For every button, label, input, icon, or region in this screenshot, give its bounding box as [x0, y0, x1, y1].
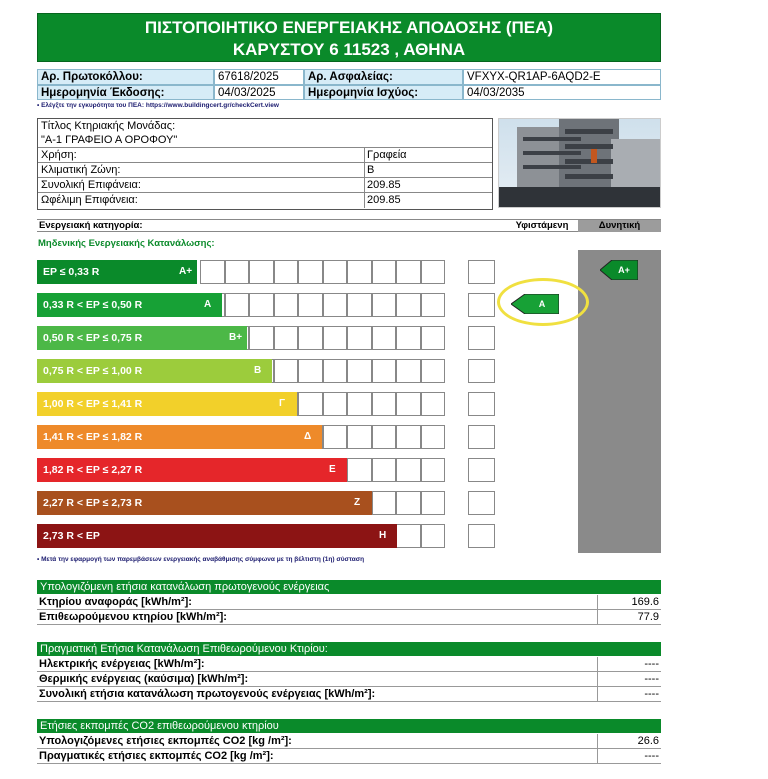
co2-actual-value: ---- — [644, 750, 659, 762]
energy-band-range: 0,33 R < EP ≤ 0,50 R — [43, 299, 143, 311]
band-grid-cell — [249, 326, 274, 350]
co2-actual-row — [37, 749, 661, 764]
band-grid-cell — [372, 293, 397, 317]
band-grid-cell — [347, 260, 372, 284]
band-grid-cell — [200, 260, 225, 284]
unit-title-label: Τίτλος Κτηριακής Μονάδας: — [41, 120, 176, 132]
band-grid-cell — [225, 293, 250, 317]
actual-elec-value: ---- — [644, 658, 659, 670]
band-grid-cell — [274, 260, 299, 284]
unit-info-table — [37, 118, 493, 210]
existing-cell — [468, 359, 495, 383]
band-grid-cell — [396, 458, 421, 482]
energy-band-range: 0,50 R < EP ≤ 0,75 R — [43, 332, 143, 344]
potential-column — [578, 236, 661, 553]
band-grid-cell — [274, 293, 299, 317]
calc-insp-value: 77.9 — [637, 611, 659, 623]
band-grid-cell — [372, 491, 397, 515]
energy-band-range: 2,27 R < EP ≤ 2,73 R — [43, 497, 143, 509]
security-value: VFXYX-QR1AP-6AQD2-E — [463, 69, 661, 85]
band-grid-cell — [274, 359, 299, 383]
band-grid-cell — [274, 326, 299, 350]
band-grid-cell — [421, 425, 446, 449]
co2-actual-label: Πραγματικές ετήσιες εκπομπές CO2 [kg /m²]: — [39, 750, 274, 762]
actual-therm-row — [37, 672, 661, 687]
existing-cell — [468, 458, 495, 482]
band-grid-cell — [298, 359, 323, 383]
co2-head: Ετήσιες εκπομπές CO2 επιθεωρούμενου κτηρίου — [37, 719, 661, 733]
energy-band-letter: A — [204, 299, 212, 310]
energy-band-range: 2,73 R < EP — [43, 530, 100, 542]
actual-head: Πραγματική Ετήσια Κατανάλωση Επιθεωρούμενου Κτιρίου: — [37, 642, 661, 656]
actual-total-row — [37, 687, 661, 702]
valid-date-value: 04/03/2035 — [463, 85, 661, 100]
energy-band-letter: Γ — [279, 398, 286, 409]
zone-label: Κλιματική Ζώνη: — [41, 164, 121, 176]
band-grid-cell — [347, 359, 372, 383]
band-grid-cell — [249, 293, 274, 317]
actual-total-label: Συνολική ετήσια κατανάλωση πρωτογενούς ενέργειας [kWh/m²]: — [39, 688, 376, 700]
nzeb-label: Μηδενικής Ενεργειακής Κατανάλωσης: — [38, 238, 215, 249]
band-grid-cell — [323, 326, 348, 350]
verify-note: • Ελέγξτε την εγκυρότητα του ΠΕΑ: https://www.buildingcert.gr/checkCert.view — [37, 102, 279, 109]
existing-cell — [468, 326, 495, 350]
band-grid-cell — [372, 392, 397, 416]
band-grid-cell — [323, 293, 348, 317]
co2-calc-value: 26.6 — [637, 735, 659, 747]
band-grid-cell — [347, 293, 372, 317]
existing-header: Υφιστάμενη — [515, 220, 569, 231]
band-grid-cell — [396, 491, 421, 515]
calc-head: Υπολογιζόμενη ετήσια κατανάλωση πρωτογενούς ενέργειας — [37, 580, 661, 594]
band-grid-cell — [372, 425, 397, 449]
energy-band-range: 1,00 R < EP ≤ 1,41 R — [43, 398, 143, 410]
protocol-value: 67618/2025 — [214, 69, 304, 85]
building-photo — [498, 118, 661, 208]
band-grid-cell — [323, 392, 348, 416]
band-grid-cell — [421, 260, 446, 284]
energy-band-range: 0,75 R < EP ≤ 1,00 R — [43, 365, 143, 377]
energy-header — [37, 219, 661, 232]
co2-calc-row — [37, 734, 661, 749]
certificate-title — [37, 13, 661, 62]
band-grid-cell — [421, 326, 446, 350]
band-grid-cell — [298, 326, 323, 350]
band-grid-cell — [396, 425, 421, 449]
band-grid-cell — [249, 260, 274, 284]
band-grid-cell — [372, 359, 397, 383]
energy-band-range: 1,41 R < EP ≤ 1,82 R — [43, 431, 143, 443]
existing-cell — [468, 260, 495, 284]
energy-band-letter: B+ — [229, 332, 243, 343]
total-area-value: 209.85 — [364, 178, 401, 192]
existing-cell — [468, 293, 495, 317]
band-grid-cell — [421, 359, 446, 383]
band-grid-cell — [323, 425, 348, 449]
band-grid-cell — [396, 359, 421, 383]
band-grid-cell — [396, 260, 421, 284]
band-grid-cell — [347, 458, 372, 482]
useful-area-label: Ωφέλιμη Επιφάνεια: — [41, 194, 138, 206]
band-grid-cell — [347, 425, 372, 449]
band-grid-cell — [421, 491, 446, 515]
band-grid-cell — [323, 359, 348, 383]
energy-band-letter: Δ — [304, 431, 312, 442]
protocol-label: Αρ. Πρωτοκόλλου: — [37, 69, 214, 85]
issue-date-label: Ημερομηνία Έκδοσης: — [37, 85, 214, 100]
band-grid-cell — [298, 260, 323, 284]
band-grid-cell — [347, 326, 372, 350]
title-line-1: ΠΙΣΤΟΠΟΙΗΤΙΚΟ ΕΝΕΡΓΕΙΑΚΗΣ ΑΠΟΔΟΣΗΣ (ΠΕΑ) — [144, 18, 554, 37]
valid-date-label: Ημερομηνία Ισχύος: — [304, 85, 463, 100]
existing-cell — [468, 491, 495, 515]
actual-therm-value: ---- — [644, 673, 659, 685]
actual-total-value: ---- — [644, 688, 659, 700]
band-grid-cell — [421, 392, 446, 416]
energy-band-range: EP ≤ 0,33 R — [43, 266, 100, 278]
co2-calc-label: Υπολογιζόμενες ετήσιες εκπομπές CO2 [kg /m²]: — [39, 735, 292, 747]
band-grid-cell — [323, 260, 348, 284]
band-grid-cell — [298, 293, 323, 317]
band-grid-cell — [396, 392, 421, 416]
footnote: • Μετά την εφαρμογή των παρεμβάσεων ενεργειακής αναβάθμισης σύμφωνα με τη βέλτιστη (1η) σύσταση — [37, 556, 365, 563]
calc-insp-label: Επιθεωρούμενου κτηρίου [kWh/m²]: — [39, 611, 227, 623]
band-grid-cell — [372, 260, 397, 284]
band-grid-cell — [372, 458, 397, 482]
band-grid-cell — [421, 458, 446, 482]
band-grid-cell — [396, 293, 421, 317]
calc-ref-row — [37, 595, 661, 610]
band-grid-cell — [421, 524, 446, 548]
existing-cell — [468, 425, 495, 449]
category-label: Ενεργειακή κατηγορία: — [39, 220, 143, 231]
energy-band-range: 1,82 R < EP ≤ 2,27 R — [43, 464, 143, 476]
potential-header: Δυνητική — [578, 220, 661, 232]
title-address: ΚΑΡΥΣΤΟΥ 6 11523 , ΑΘΗΝΑ — [232, 40, 466, 59]
issue-date-value: 04/03/2025 — [214, 85, 304, 100]
security-label: Αρ. Ασφαλείας: — [304, 69, 463, 85]
band-grid-cell — [347, 392, 372, 416]
actual-elec-label: Ηλεκτρικής ενέργειας [kWh/m²]: — [39, 658, 205, 670]
band-grid-cell — [396, 326, 421, 350]
energy-band-letter: Ε — [329, 464, 336, 475]
energy-band-letter: Η — [379, 530, 387, 541]
calc-ref-label: Κτηρίου αναφοράς [kWh/m²]: — [39, 596, 192, 608]
unit-title-value: "Α-1 ΓΡΑΦΕΙΟ Α ΟΡΟΦΟΥ" — [41, 134, 178, 146]
band-grid-cell — [225, 260, 250, 284]
band-grid-cell — [372, 326, 397, 350]
energy-band-letter: B — [254, 365, 262, 376]
actual-elec-row — [37, 657, 661, 672]
existing-class-letter: A — [538, 299, 546, 309]
use-value: Γραφεία — [364, 148, 407, 162]
energy-band-letter: A+ — [179, 266, 193, 277]
actual-therm-label: Θερμικής ενέργειας (καύσιμα) [kWh/m²]: — [39, 673, 249, 685]
band-grid-cell — [298, 392, 323, 416]
existing-cell — [468, 392, 495, 416]
calc-ref-value: 169.6 — [631, 596, 659, 608]
zone-value: Β — [364, 163, 374, 177]
existing-cell — [468, 524, 495, 548]
potential-class-letter: A+ — [618, 265, 630, 275]
useful-area-value: 209.85 — [364, 193, 401, 208]
total-area-label: Συνολική Επιφάνεια: — [41, 179, 141, 191]
band-grid-cell — [396, 524, 421, 548]
band-grid-cell — [421, 293, 446, 317]
use-label: Χρήση: — [41, 149, 77, 161]
calc-insp-row — [37, 610, 661, 625]
energy-band-letter: Ζ — [354, 497, 361, 508]
